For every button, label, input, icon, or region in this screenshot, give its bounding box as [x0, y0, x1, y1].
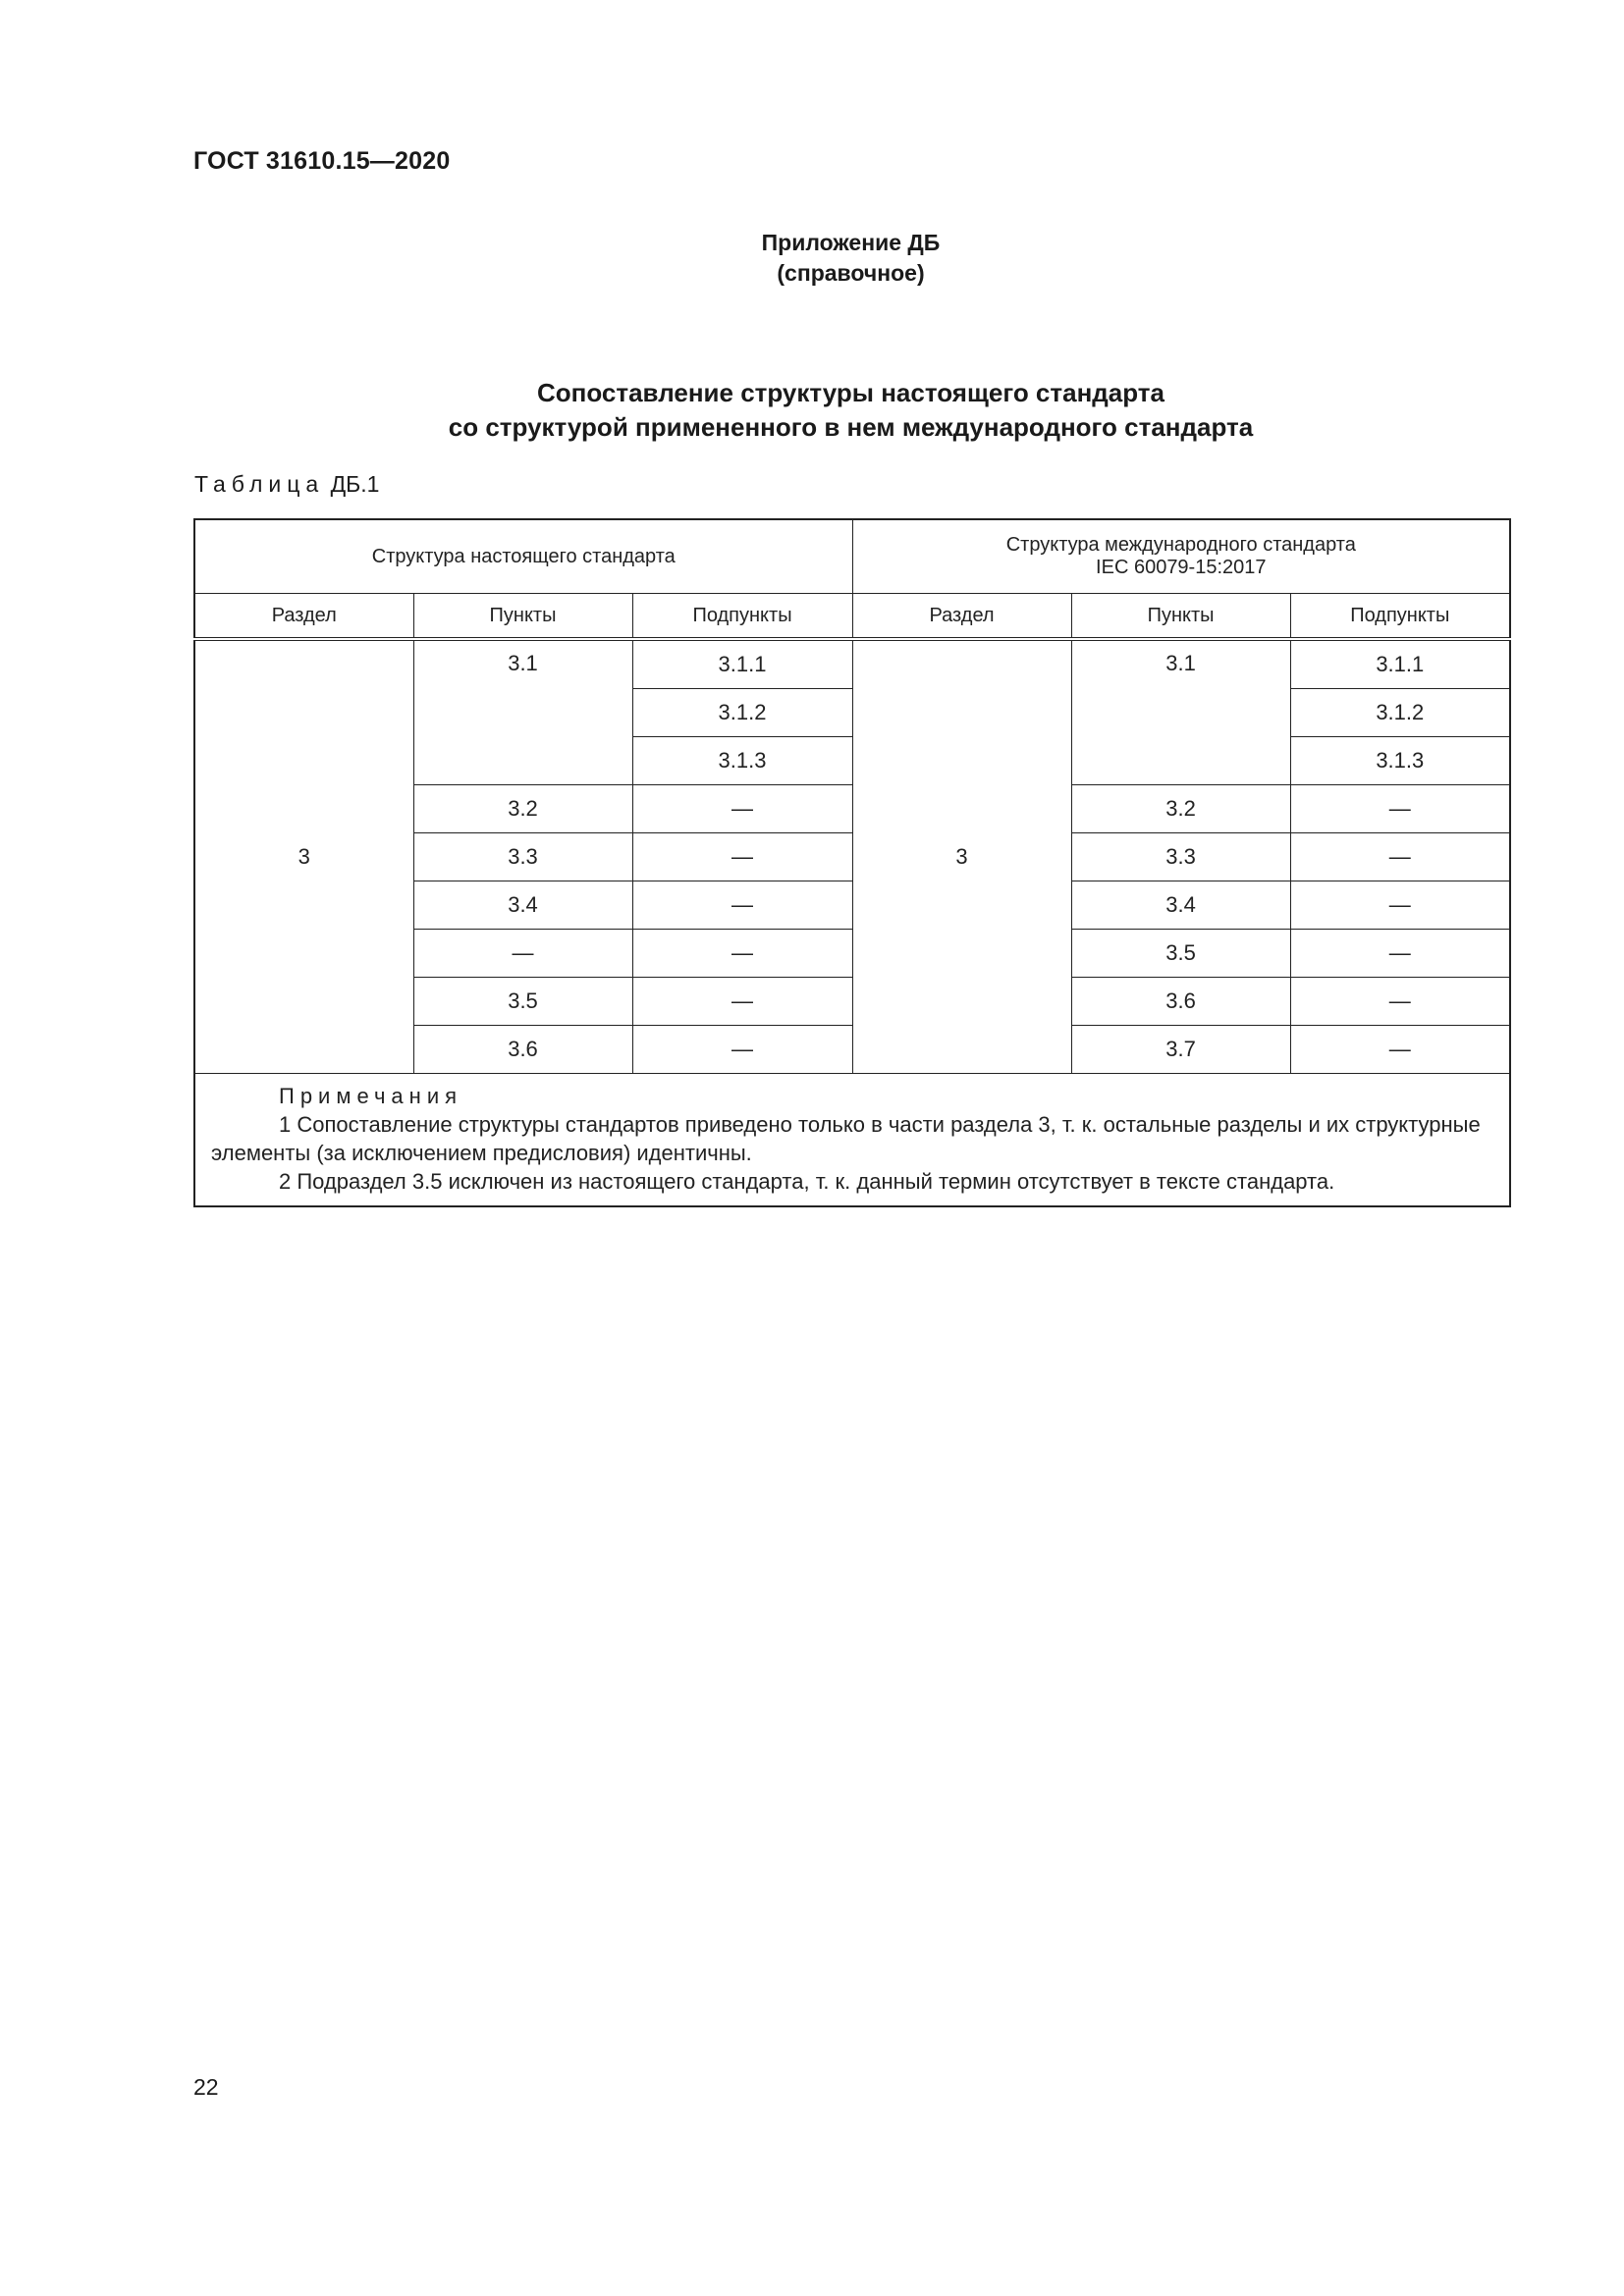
left-clause-cell: 3.2 [413, 785, 632, 833]
left-clause-cell: 3.3 [413, 833, 632, 881]
right-subclause-cell: 3.1.1 [1290, 639, 1510, 689]
notes-cell [194, 1074, 1510, 1207]
left-clause-cell: 3.5 [413, 978, 632, 1026]
left-clause-cell: 3.4 [413, 881, 632, 930]
right-subclause-cell: — [1290, 785, 1510, 833]
appendix-heading [0, 228, 1624, 289]
right-subclause-cell: — [1290, 1026, 1510, 1074]
right-clause-cell: 3.4 [1071, 881, 1290, 930]
right-subclause-cell: — [1290, 930, 1510, 978]
left-subclause-cell: — [632, 1026, 852, 1074]
column-header: Раздел [852, 594, 1071, 640]
column-header: Раздел [194, 594, 413, 640]
right-clause-cell: 3.5 [1071, 930, 1290, 978]
left-subclause-cell: — [632, 833, 852, 881]
table-caption-word: Таблица [194, 471, 325, 497]
group-header-international-line1: Структура международного стандарта [1005, 534, 1356, 556]
title-line-1: Сопоставление структуры настоящего стандарта [537, 378, 1164, 407]
right-clause-cell: 3.1 [1071, 639, 1290, 785]
left-section-cell: 3 [194, 639, 413, 1074]
group-header-national: Структура настоящего стандарта [194, 519, 852, 594]
notes-row [194, 1074, 1510, 1207]
left-subclause-cell: — [632, 930, 852, 978]
right-subclause-cell: 3.1.3 [1290, 737, 1510, 785]
notes-title: Примечания [279, 1084, 463, 1108]
page-number: 22 [193, 2074, 219, 2100]
left-subclause-cell: — [632, 881, 852, 930]
table-caption [194, 471, 379, 498]
structure-comparison-table [193, 518, 1511, 1207]
column-header: Подпункты [1290, 594, 1510, 640]
right-subclause-cell: — [1290, 978, 1510, 1026]
note-1: 1 Сопоставление структуры стандартов приведено только в части раздела 3, т. к. остальные разделы и их структурные элементы (за исключением предисловия) идентичны. [211, 1112, 1481, 1165]
column-header: Подпункты [632, 594, 852, 640]
group-header-international [852, 519, 1510, 594]
group-header-international-line2: IEC 60079-15:2017 [1096, 557, 1267, 578]
title-line-2: со структурой примененного в нем международного стандарта [448, 412, 1254, 442]
left-clause-cell: 3.6 [413, 1026, 632, 1074]
right-clause-cell: 3.7 [1071, 1026, 1290, 1074]
right-section-cell: 3 [852, 639, 1071, 1074]
column-header: Пункты [1071, 594, 1290, 640]
left-subclause-cell: — [632, 978, 852, 1026]
right-clause-cell: 3.6 [1071, 978, 1290, 1026]
document-code: ГОСТ 31610.15—2020 [193, 147, 451, 175]
right-subclause-cell: — [1290, 833, 1510, 881]
right-clause-cell: 3.3 [1071, 833, 1290, 881]
left-clause-cell: — [413, 930, 632, 978]
left-subclause-cell: 3.1.1 [632, 639, 852, 689]
page-title [0, 376, 1624, 445]
note-2: 2 Подраздел 3.5 исключен из настоящего стандарта, т. к. данный термин отсутствует в тексте стандарта. [279, 1169, 1335, 1194]
table-row [194, 639, 1510, 689]
left-clause-cell: 3.1 [413, 639, 632, 785]
left-subclause-cell: — [632, 785, 852, 833]
right-subclause-cell: — [1290, 881, 1510, 930]
right-clause-cell: 3.2 [1071, 785, 1290, 833]
right-subclause-cell: 3.1.2 [1290, 689, 1510, 737]
appendix-type: (справочное) [777, 260, 925, 286]
appendix-title: Приложение ДБ [761, 230, 941, 255]
left-subclause-cell: 3.1.3 [632, 737, 852, 785]
column-header: Пункты [413, 594, 632, 640]
left-subclause-cell: 3.1.2 [632, 689, 852, 737]
table-caption-id: ДБ.1 [330, 471, 380, 497]
